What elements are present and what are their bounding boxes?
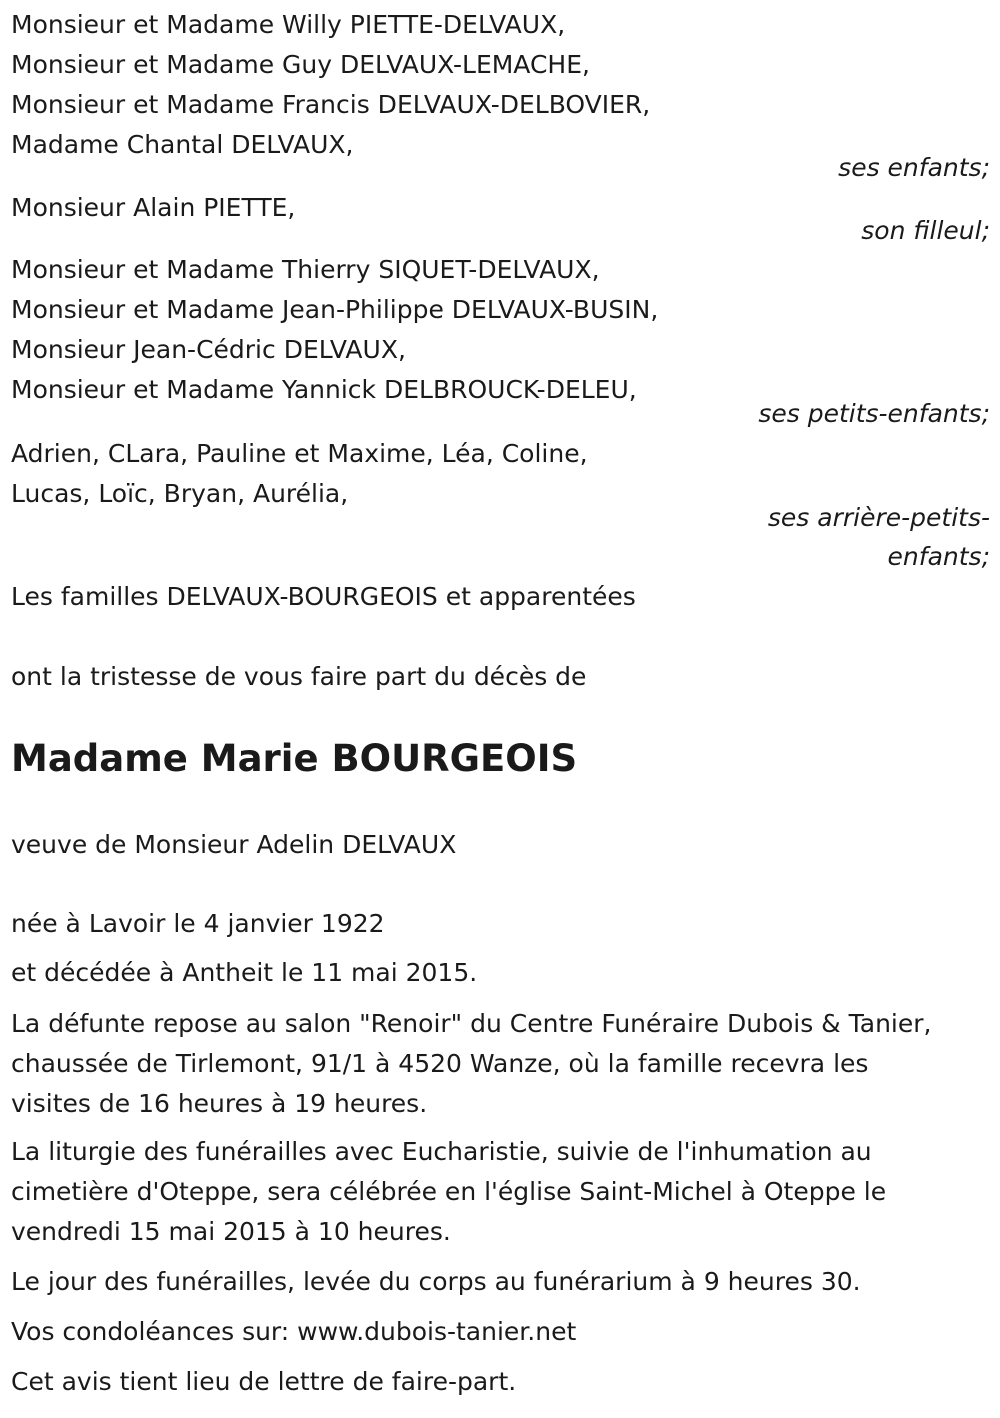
children-line: Monsieur et Madame Willy PIETTE-DELVAUX, bbox=[11, 10, 566, 39]
children-line: Madame Chantal DELVAUX, bbox=[11, 130, 354, 159]
grandchildren-line: Monsieur et Madame Yannick DELBROUCK-DELEU, bbox=[11, 375, 637, 404]
removal-line: Le jour des funérailles, levée du corps au funérarium à 9 heures 30. bbox=[11, 1267, 861, 1296]
grandchildren-line: Monsieur Jean-Cédric DELVAUX, bbox=[11, 335, 406, 364]
godson-line: Monsieur Alain PIETTE, bbox=[11, 193, 296, 222]
grandchildren-line: Monsieur et Madame Thierry SIQUET-DELVAUX, bbox=[11, 255, 600, 284]
died-line: et décédée à Antheit le 11 mai 2015. bbox=[11, 958, 478, 987]
rest-paragraph-line: La défunte repose au salon "Renoir" du Centre Funéraire Dubois & Tanier, bbox=[11, 1009, 932, 1038]
families-line: Les familles DELVAUX-BOURGEOIS et apparentées bbox=[11, 582, 636, 611]
children-line: Monsieur et Madame Francis DELVAUX-DELBOVIER, bbox=[11, 90, 651, 119]
rest-paragraph-line: visites de 16 heures à 19 heures. bbox=[11, 1089, 428, 1118]
grandchildren-line: Monsieur et Madame Jean-Philippe DELVAUX-BUSIN, bbox=[11, 295, 659, 324]
godson-role: son filleul; bbox=[861, 216, 990, 245]
deceased-name: Madame Marie BOURGEOIS bbox=[11, 737, 578, 780]
great-grandchildren-role: ses arrière-petits- bbox=[767, 503, 990, 532]
grandchildren-role: ses petits-enfants; bbox=[758, 399, 990, 428]
children-role: ses enfants; bbox=[838, 153, 990, 182]
born-line: née à Lavoir le 4 janvier 1922 bbox=[11, 909, 385, 938]
great-grandchildren-line: Lucas, Loïc, Bryan, Aurélia, bbox=[11, 479, 349, 508]
liturgy-paragraph-line: cimetière d'Oteppe, sera célébrée en l'église Saint-Michel à Oteppe le bbox=[11, 1177, 887, 1206]
great-grandchildren-role: enfants; bbox=[887, 542, 990, 571]
rest-paragraph-line: chaussée de Tirlemont, 91/1 à 4520 Wanze, où la famille recevra les bbox=[11, 1049, 869, 1078]
condolences-line: Vos condoléances sur: www.dubois-tanier.net bbox=[11, 1317, 577, 1346]
great-grandchildren-line: Adrien, CLara, Pauline et Maxime, Léa, Coline, bbox=[11, 439, 588, 468]
children-line: Monsieur et Madame Guy DELVAUX-LEMACHE, bbox=[11, 50, 590, 79]
announcement-line: ont la tristesse de vous faire part du décès de bbox=[11, 662, 587, 691]
widow-of-line: veuve de Monsieur Adelin DELVAUX bbox=[11, 830, 457, 859]
notice-line: Cet avis tient lieu de lettre de faire-part. bbox=[11, 1367, 517, 1396]
liturgy-paragraph-line: vendredi 15 mai 2015 à 10 heures. bbox=[11, 1217, 451, 1246]
liturgy-paragraph-line: La liturgie des funérailles avec Eucharistie, suivie de l'inhumation au bbox=[11, 1137, 872, 1166]
